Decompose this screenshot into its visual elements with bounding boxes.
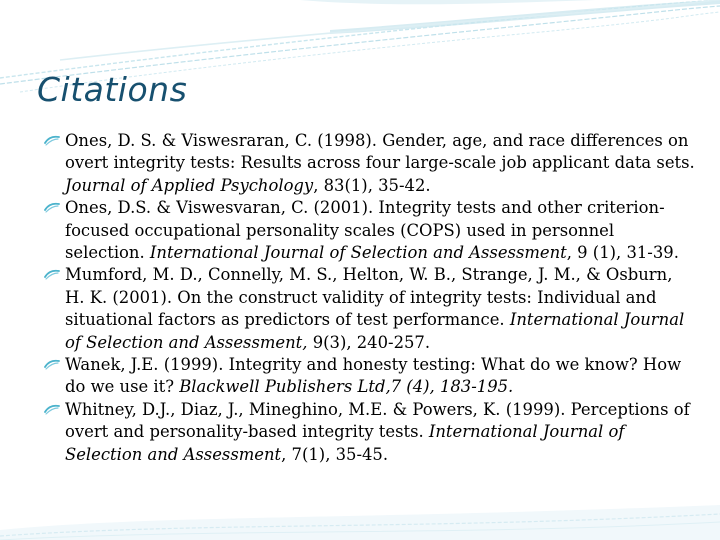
citation-source: Journal of Applied Psychology	[65, 175, 314, 195]
swoosh-icon	[44, 359, 60, 371]
swoosh-icon	[44, 404, 60, 416]
citation-item	[47, 399, 697, 466]
citation-source: International Journal of Selection and Assessment	[149, 243, 567, 263]
citation-source: International Journal of Selection and Assessment,	[65, 310, 685, 352]
citation-text: Wanek, J.E. (1999). Integrity and honesty testing: What do we know? How do we use it?	[65, 355, 682, 397]
citation-text: Ones, D.S. & Viswesvaran, C. (2001). Integrity tests and other criterion-focused occupational personality scales (COPS) used in personnel selection.	[65, 198, 665, 263]
citation-item	[47, 354, 697, 399]
swoosh-icon	[44, 269, 60, 281]
citation-source: Blackwell Publishers Ltd,7 (4), 183-195.	[179, 377, 514, 397]
citation-item	[47, 130, 697, 197]
slide-title: Citations	[37, 70, 188, 109]
citation-source: International Journal of Selection and Assessment	[65, 422, 625, 464]
citation-details: , 83(1), 35-42.	[313, 175, 431, 195]
citation-text: Ones, D. S. & Viswesraran, C. (1998). Gender, age, and race differences on overt integrity tests: Results across four large-scale job applicant data sets.	[65, 131, 695, 173]
citation-list	[47, 130, 697, 466]
citation-details: , 7(1), 35-45.	[281, 444, 389, 464]
swoosh-icon	[44, 135, 60, 147]
citation-details: 9(3), 240-257.	[312, 332, 431, 352]
citation-item	[47, 197, 697, 264]
citation-details: , 9 (1), 31-39.	[566, 243, 679, 263]
citation-item	[47, 264, 697, 354]
citation-text: Mumford, M. D., Connelly, M. S., Helton, W. B., Strange, J. M., & Osburn, H. K. (2001). On the construct validity of integrity tests: Individual and situational factors as predictors of test performance.	[65, 265, 673, 330]
swoosh-icon	[44, 202, 60, 214]
citation-text: Whitney, D.J., Diaz, J., Mineghino, M.E. & Powers, K. (1999). Perceptions of overt and personality-based integrity tests.	[65, 399, 690, 442]
